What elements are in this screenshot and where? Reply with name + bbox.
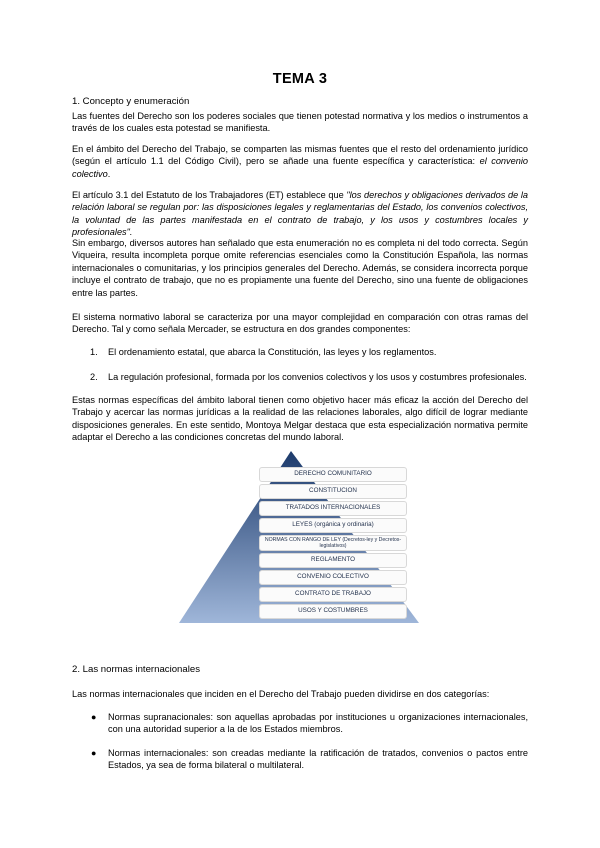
- bullet-item-2: Normas internacionales: son creadas mediante la ratificación de tratados, convenios o pactos entre Estados, ya sea de forma bilateral o multilateral.: [108, 748, 528, 771]
- bullet-1-icon: ●: [91, 712, 97, 722]
- list-item-1: El ordenamiento estatal, que abarca la Constitución, las leyes y los reglamentos.: [108, 347, 437, 357]
- list-item-2-number: 2.: [90, 372, 98, 382]
- paragraph-4: Sin embargo, diversos autores han señalado que esta enumeración no es completa ni del todo correcta. Según Viqueira, resulta incompleta porque omite referencias esenciales como la Constitución Española, las normas internacionales o comunitarias, y los principios generales del Derecho. Además, se considera incorrecta porque incluye el contrato de trabajo, que no es propiamente una fuente del Derecho, sino una fuente de obligaciones entre las partes.: [72, 238, 528, 298]
- sources-hierarchy-pyramid: [179, 451, 419, 623]
- paragraph-3-text: El artículo 3.1 del Estatuto de los Trabajadores (ET) establece que: [72, 190, 347, 200]
- pyramid-level-contrato: CONTRATO DE TRABAJO: [259, 587, 407, 602]
- paragraph-3-quote: "los derechos y obligaciones derivados de la relación laboral se regulan por: las disposiciones legales y reglamentarias del Estado, los convenios colectivos, la voluntad de las partes manifestada en el contrato de trabajo, y los usos y costumbres locales y profesionales".: [72, 190, 528, 238]
- paragraph-3: [72, 189, 528, 239]
- paragraph-2-italic: el convenio colectivo: [72, 156, 529, 179]
- section-2-intro: Las normas internacionales que inciden en el Derecho del Trabajo pueden dividirse en dos categorías:: [72, 689, 490, 699]
- bullet-2-icon: ●: [91, 748, 97, 758]
- pyramid-level-leyes: LEYES (orgánica y ordinaria): [259, 518, 407, 533]
- paragraph-2-end: .: [107, 168, 111, 179]
- paragraph-6: Estas normas específicas del ámbito laboral tienen como objetivo hacer más eficaz la acción del Derecho del Trabajo y acercar las normas jurídicas a la realidad de las relaciones laborales, algo difícil de lograr mediante disposiciones generales. En este sentido, Montoya Melgar destaca que esta especialización normativa permite adaptar el Derecho a las condiciones concretas del mundo laboral.: [72, 395, 528, 443]
- paragraph-1: Las fuentes del Derecho son los poderes sociales que tienen potestad normativa y los medios o instrumentos a través de los cuales esta potestad se manifiesta.: [72, 111, 528, 134]
- bullet-item-1: Normas supranacionales: son aquellas aprobadas por instituciones u organizaciones internacionales, con una autoridad superior a la de los Estados miembros.: [108, 712, 528, 735]
- pyramid-level-tratados: TRATADOS INTERNACIONALES: [259, 501, 407, 516]
- list-item-1-number: 1.: [90, 347, 98, 357]
- list-item-2: La regulación profesional, formada por los convenios colectivos y los usos y costumbres profesionales.: [108, 372, 527, 382]
- pyramid-level-convenio: CONVENIO COLECTIVO: [259, 570, 407, 585]
- pyramid-level-usos: USOS Y COSTUMBRES: [259, 604, 407, 619]
- pyramid-level-constitucion: CONSTITUCION: [259, 484, 407, 499]
- page-title: TEMA 3: [272, 71, 328, 87]
- paragraph-5: El sistema normativo laboral se caracteriza por una mayor complejidad en comparación con otras ramas del Derecho. Tal y como señala Mercader, se estructura en dos grandes componentes:: [72, 312, 528, 335]
- paragraph-2: [72, 143, 528, 180]
- pyramid-level-normas-rango-ley: NORMAS CON RANGO DE LEY (Decretos-ley y Decretos-legislativos): [259, 535, 407, 551]
- section-1-heading: 1. Concepto y enumeración: [72, 96, 190, 107]
- pyramid-level-derecho-comunitario: DERECHO COMUNITARIO: [259, 467, 407, 482]
- paragraph-2-text: En el ámbito del Derecho del Trabajo, se comparten las mismas fuentes que el resto del ordenamiento jurídico (según el artículo 1.1 del Código Civil), pero se añade una fuente específica y característica:: [72, 144, 528, 167]
- pyramid-level-reglamento: REGLAMENTO: [259, 553, 407, 568]
- section-2-heading: 2. Las normas internacionales: [72, 664, 200, 675]
